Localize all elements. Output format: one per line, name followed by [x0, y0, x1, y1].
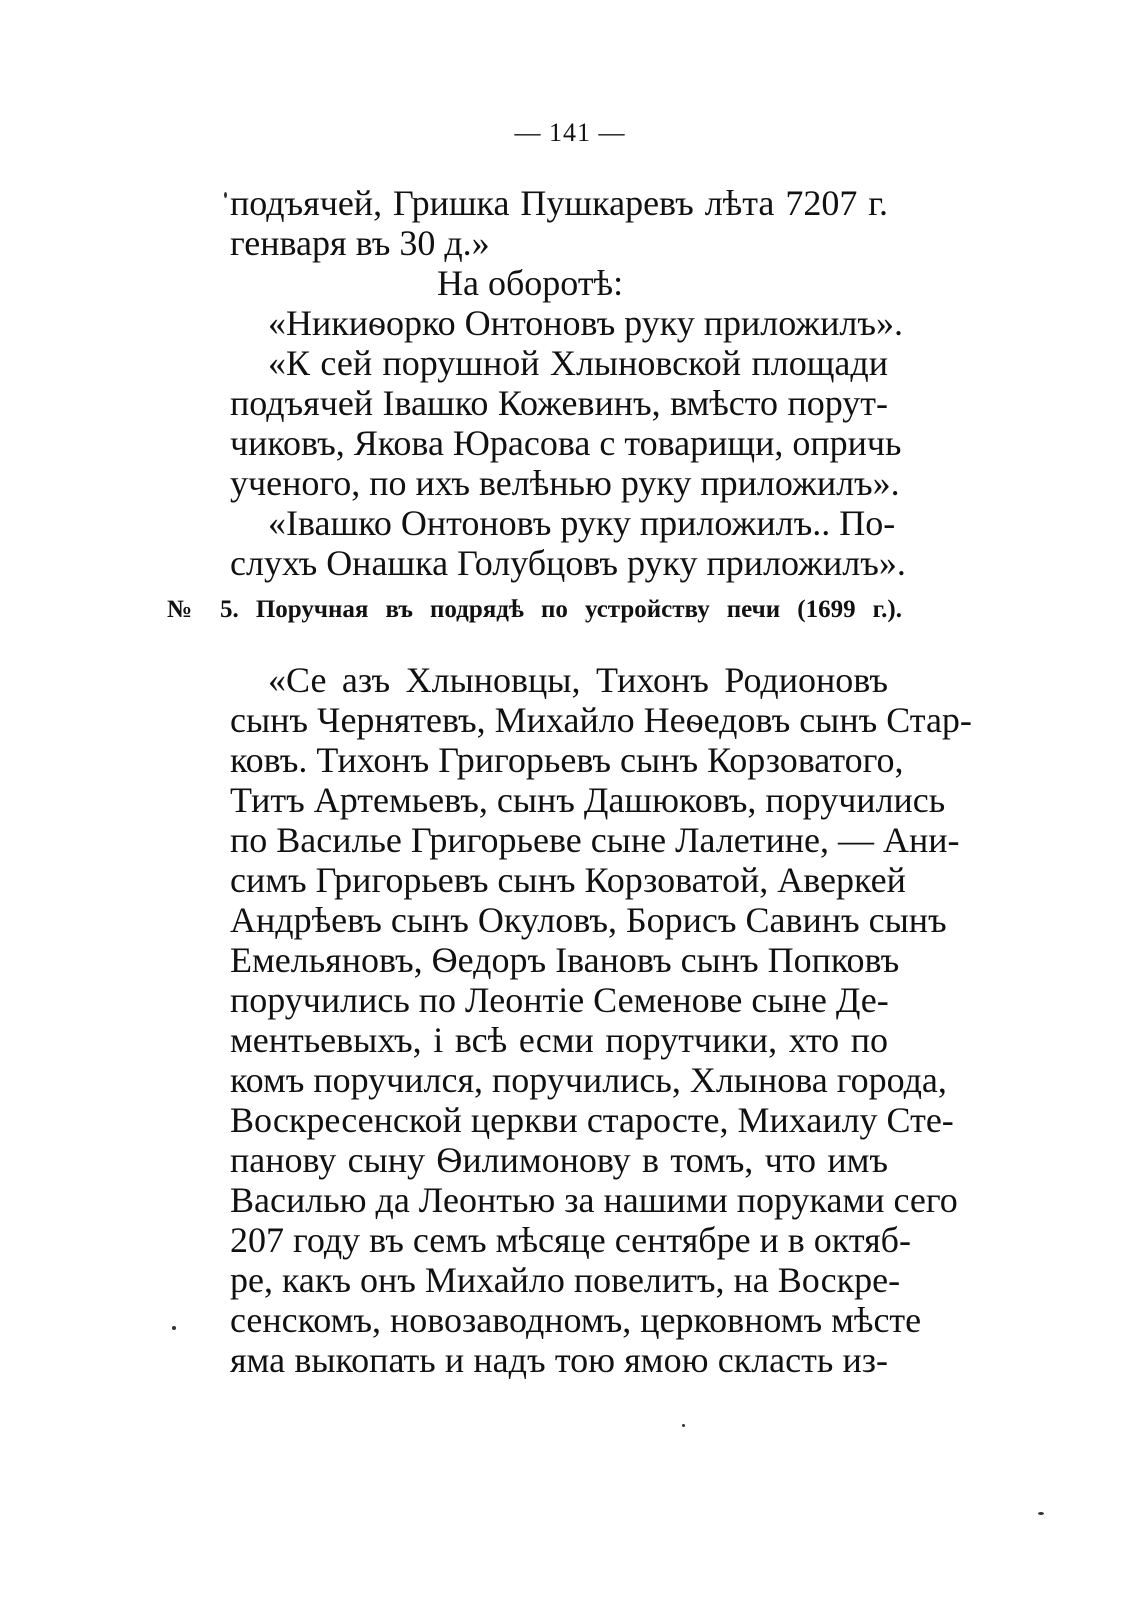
- scan-speck: [1038, 1512, 1044, 1515]
- text-line: Воскресенской церкви старосте, Михаилу Сте-: [230, 1100, 954, 1140]
- text-line: «Івашко Онтоновъ руку приложилъ.. По-: [268, 503, 896, 543]
- text-line: яма выкопать и надъ тою ямою скласть из-: [230, 1340, 888, 1380]
- text-line: симъ Григорьевъ сынъ Корзоватой, Аверкей: [230, 860, 906, 900]
- text-line: На оборотѣ:: [437, 263, 624, 303]
- text-line: подъячей, Гришка Пушкаревъ лѣта 7207 г.: [230, 183, 888, 223]
- text-line: комъ поручился, поручились, Хлынова города,: [230, 1060, 947, 1100]
- text-line: слухъ Онашка Голубцовъ руку приложилъ».: [230, 543, 906, 583]
- text-line: сенскомъ, новозаводномъ, церковномъ мѣсте: [230, 1300, 922, 1340]
- text-line: ковъ. Тихонъ Григорьевъ сынъ Корзоватого,: [230, 740, 904, 780]
- page-number: — 141 —: [514, 118, 626, 147]
- text-line: подъячей Івашко Кожевинъ, вмѣсто порут-: [230, 383, 888, 423]
- text-line: ре, какъ онъ Михайло повелитъ, на Воскре-: [230, 1260, 901, 1300]
- text-line: сынъ Чернятевъ, Михайло Неѳедовъ сынъ Стар-: [230, 700, 972, 740]
- scan-speck: [682, 1424, 685, 1427]
- text-line: чиковъ, Якова Юрасова с товарищи, опричь: [230, 423, 902, 463]
- text-line: Андрѣевъ сынъ Окуловъ, Борисъ Савинъ сынъ: [230, 900, 947, 940]
- text-line: генваря въ 30 д.»: [230, 223, 490, 263]
- text-line: «К сей порушной Хлыновской площади: [268, 343, 888, 383]
- text-line: «Се азъ Хлыновцы, Тихонъ Родионовъ: [268, 660, 888, 700]
- scan-speck: [224, 192, 227, 198]
- section-heading: № 5. Поручная въ подрядѣ по устройству печи (1699 г.).: [167, 596, 902, 623]
- text-line: Титъ Артемьевъ, сынъ Дашюковъ, поручились: [230, 780, 946, 820]
- text-line: Василью да Леонтью за нашими поруками сего: [230, 1180, 958, 1220]
- text-line: ментьевыхъ, і всѣ есми порутчики, хто по: [230, 1020, 888, 1060]
- text-line: по Василье Григорьеве сыне Лалетине, — Ани-: [230, 820, 960, 860]
- text-line: поручились по Леонтіе Семенове сыне Де-: [230, 980, 889, 1020]
- text-line: Емельяновъ, Ѳедоръ Івановъ сынъ Попковъ: [230, 940, 900, 980]
- text-line: панову сыну Ѳилимонову в томъ, что имъ: [230, 1140, 888, 1180]
- scan-speck: [172, 1326, 176, 1330]
- text-line: «Никиѳорко Онтоновъ руку приложилъ».: [268, 303, 904, 343]
- text-line: 207 году въ семъ мѣсяце сентябре и в октяб-: [230, 1220, 911, 1260]
- text-line: ученого, по ихъ велѣнью руку приложилъ».: [230, 463, 900, 503]
